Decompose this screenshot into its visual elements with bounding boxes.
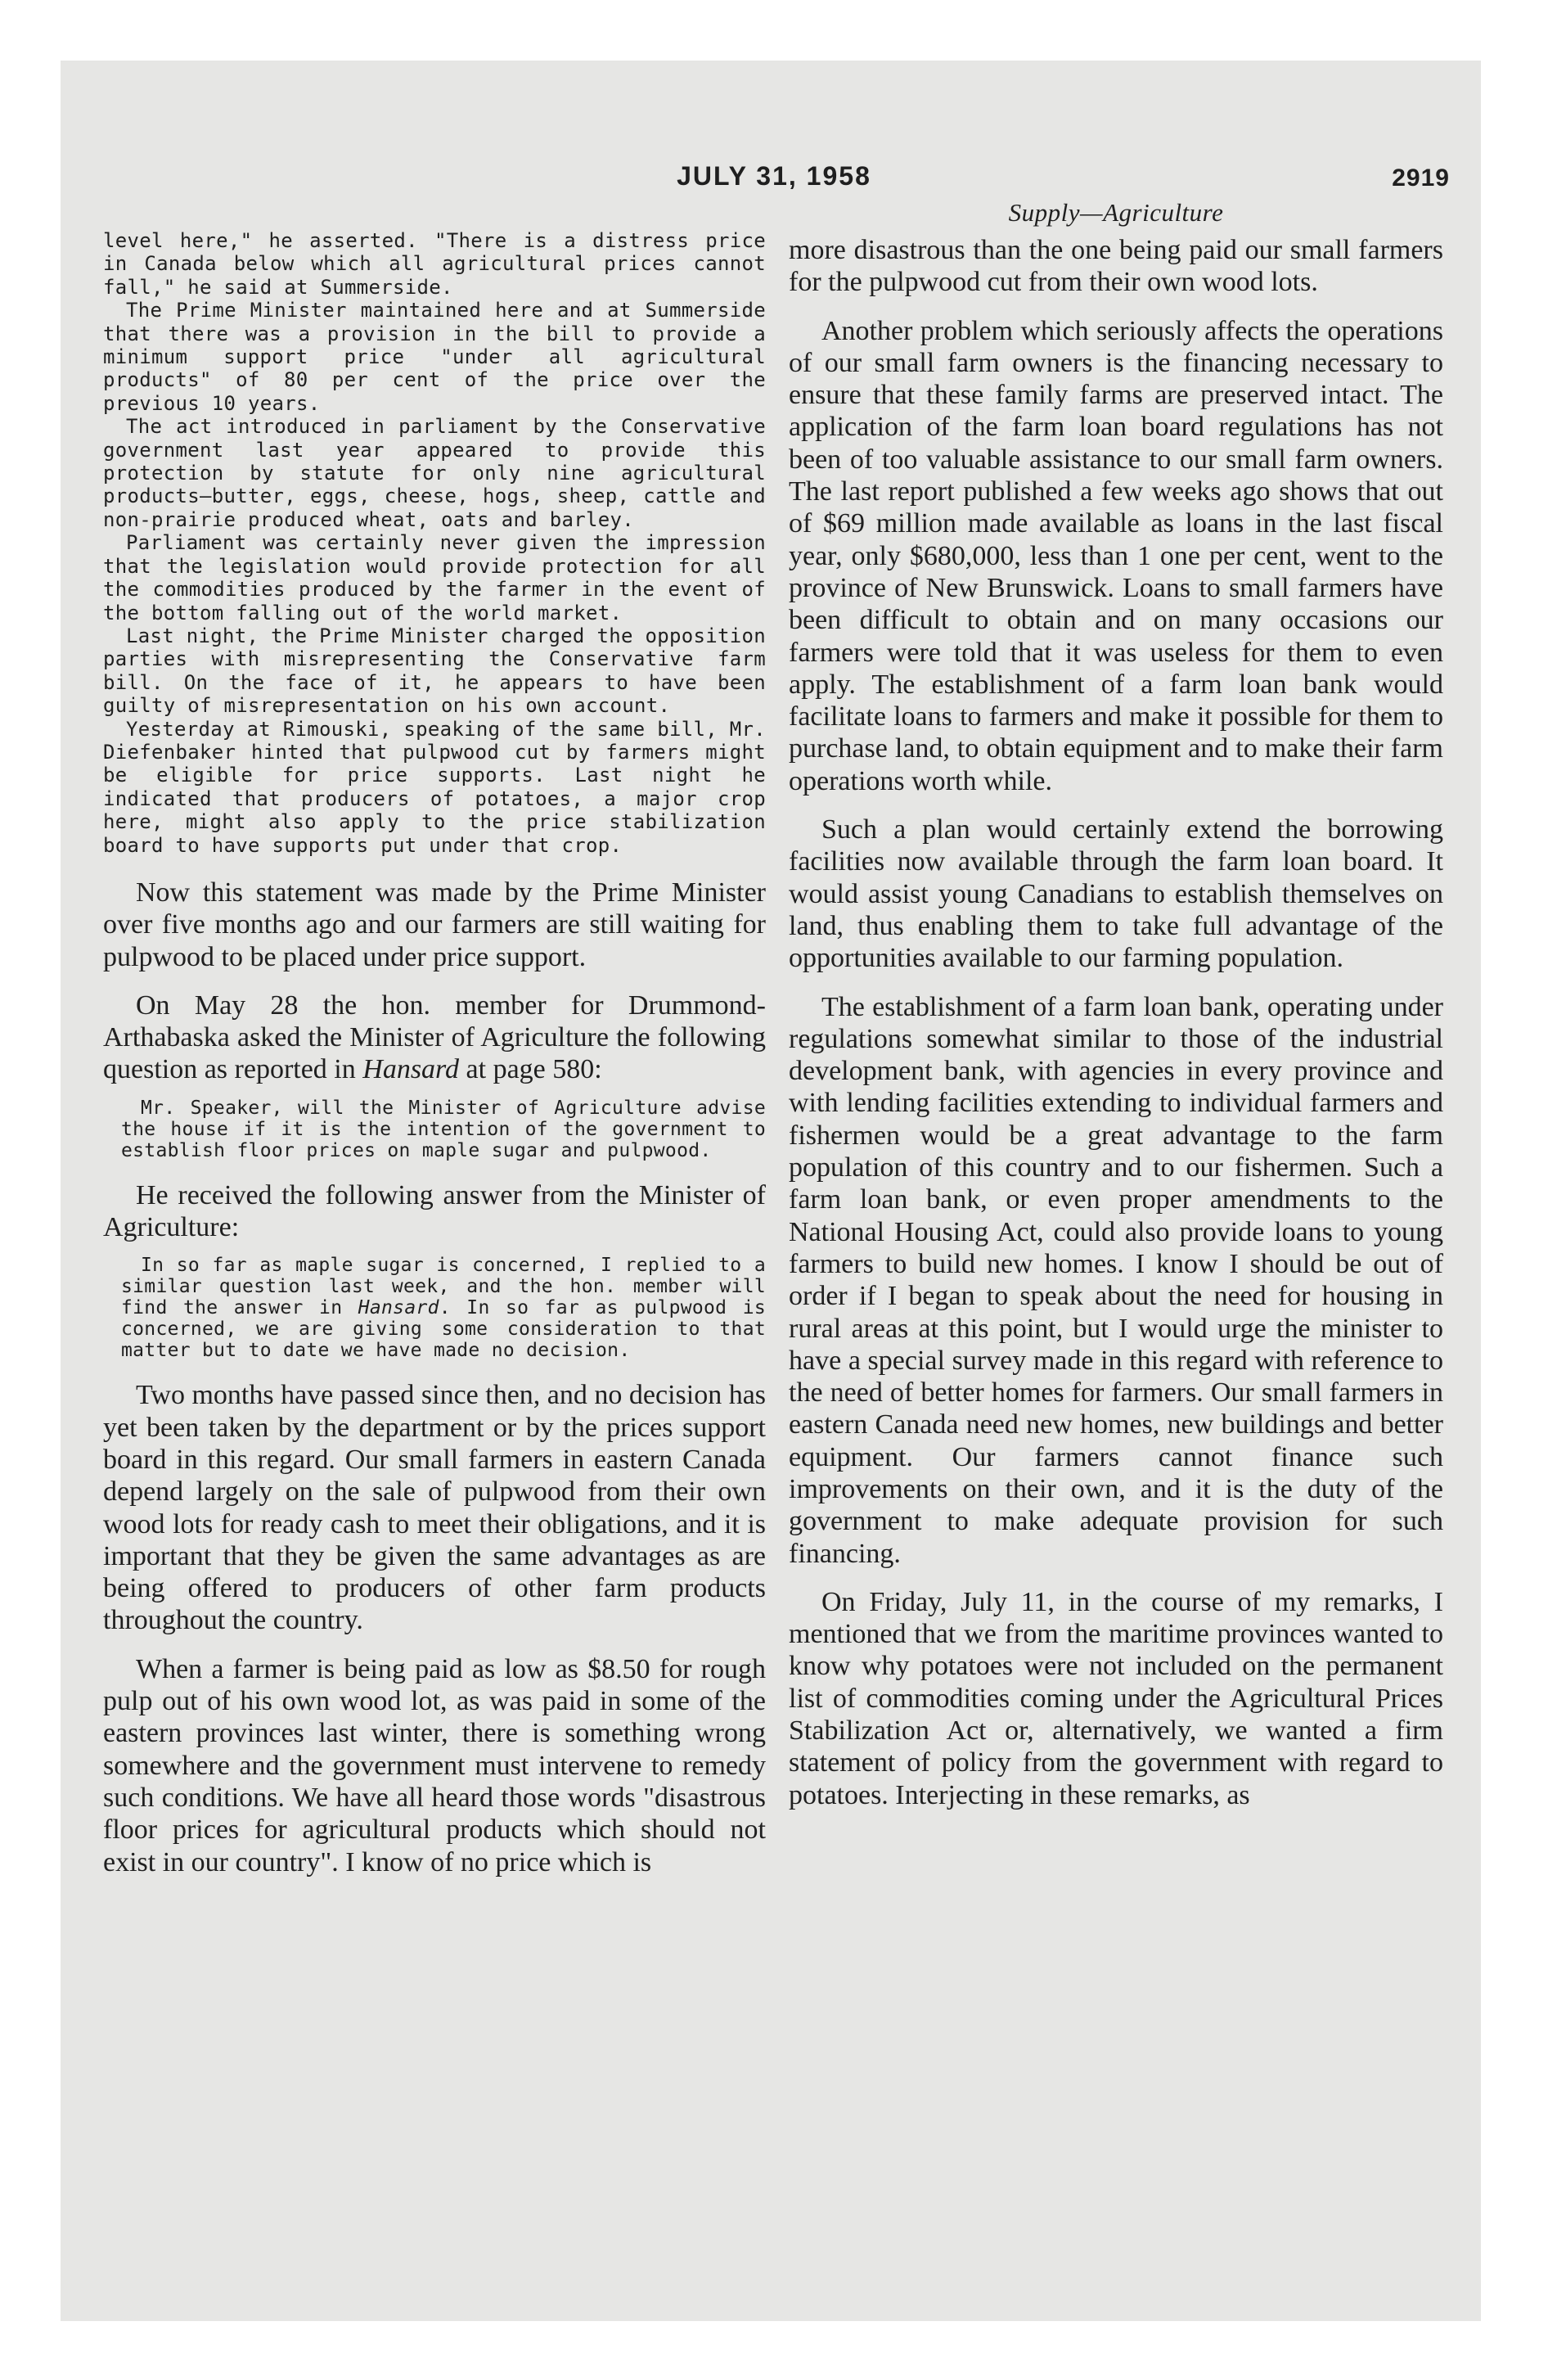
block-quote: Mr. Speaker, will the Minister of Agriculture advise the house if it is the intention of the government to establish floor prices on maple sugar and pulpwood. — [121, 1097, 766, 1161]
publication-name: Hansard — [358, 1297, 439, 1319]
body-paragraph: Now this statement was made by the Prime Minister over five months ago and our farmers are still waiting for pulpwood to be placed under price support. — [103, 877, 766, 972]
page-header — [98, 161, 1450, 202]
body-paragraph: Two months have passed since then, and no decision has yet been taken by the department or by the prices support board in this regard. Our small farmers in eastern Canada depend largely on the sale of pulpwood from their own wood lots for ready cash to meet their obligations, and it is important that they be given the same advantages as are being offered to producers of other farm products throughout the country. — [103, 1380, 767, 1636]
body-text-span: On May 28 the hon. member for Drummond-Arthabaska asked the Minister of Agriculture the following question as reported in — [103, 989, 766, 1085]
body-paragraph: Such a plan would certainly extend the borrowing facilities now available through the farm loan board. It would assist young Canadians to establish themselves on land, thus enabling them to take full advantage of the opportunities available to our farming population. — [789, 814, 1443, 974]
left-column — [103, 229, 766, 1878]
page-date: JULY 31, 1958 — [677, 161, 871, 191]
news-excerpt-paragraph: The Prime Minister maintained here and at Summerside that there was a provision in the bill to provide a minimum support price "under all agricultural products" of 80 per cent of the price over the previous 10 years. — [103, 299, 766, 415]
right-column — [789, 198, 1443, 1811]
body-paragraph: more disastrous than the one being paid our small farmers for the pulpwood cut from their own wood lots. — [789, 235, 1443, 298]
section-title: Supply—Agriculture — [1008, 198, 1224, 227]
news-excerpt-paragraph: level here," he asserted. "There is a distress price in Canada below which all agricultural prices cannot fall," he said at Summerside. — [103, 229, 766, 299]
news-excerpt-paragraph: Yesterday at Rimouski, speaking of the same bill, Mr. Diefenbaker hinted that pulpwood cut by farmers might be eligible for price supports. Last night he indicated that producers of potatoes, a major crop here, might also apply to the price stabilization board to have supports put under that crop. — [103, 717, 766, 857]
news-excerpt-paragraph: Parliament was certainly never given the impression that the legislation would provide protection for all the commodities produced by the farmer in the event of the bottom falling out of the world market. — [103, 531, 766, 624]
publication-name: Hansard — [362, 1054, 460, 1085]
body-paragraph — [103, 989, 766, 1086]
body-paragraph: The establishment of a farm loan bank, operating under regulations somewhat similar to those of the industrial development bank, with agencies in every province and with lending facilities extending to individual farmers and fishermen would be a great advantage to the farm population of this country and to our fishermen. Such a farm loan bank, or even proper amendments to the National Housing Act, could also provide loans to young farmers to build new homes. I know I should be out of order if I began to speak about the need for housing in rural areas at this point, but I would urge the minister to have a special survey made in this regard with reference to the need of better homes for farmers. Our small farmers in eastern Canada need new homes, new buildings and better equipment. Our farmers cannot finance such improvements on their own, and it is the duty of the government to make adequate provision for such financing. — [789, 991, 1443, 1569]
body-paragraph: On Friday, July 11, in the course of my remarks, I mentioned that we from the maritime provinces wanted to know why potatoes were not included on the permanent list of commodities coming under the Agricultural Prices Stabilization Act or, alternatively, we wanted a firm statement of policy from the government with regard to potatoes. Interjecting in these remarks, as — [789, 1586, 1443, 1810]
page-number: 2919 — [1392, 165, 1450, 192]
news-excerpt-paragraph: Last night, the Prime Minister charged the opposition parties with misrepresenting the Conservative farm bill. On the face of it, he appears to have been guilty of misrepresentation on his own account. — [103, 624, 766, 718]
quote-text-span: In so far as maple sugar is concerned, I replied to a similar question last week, and the hon. member will find the answer in — [121, 1255, 766, 1319]
news-excerpt-paragraph: The act introduced in parliament by the Conservative government last year appeared to provide this protection by statute for only nine agricultural products—butter, eggs, cheese, hogs, sheep, cattle and non-prairie produced wheat, oats and barley. — [103, 415, 766, 531]
body-paragraph: When a farmer is being paid as low as $8.50 for rough pulp out of his own wood lot, as was paid in some of the eastern provinces last winter, there is something wrong somewhere and the government must intervene to remedy such conditions. We have all heard those words "disastrous floor prices for agricultural products which should not exist in our country". I know of no price which is — [103, 1653, 766, 1877]
body-paragraph: He received the following answer from the Minister of Agriculture: — [103, 1179, 766, 1243]
body-paragraph: Another problem which seriously affects the operations of our small farm owners is the financing necessary to ensure that these family farms are preserved intact. The application of the farm loan board regulations has not been of too valuable assistance to our small farm owners. The last report published a few weeks ago shows that out of $69 million made available as loans in the last fiscal year, only $680,000, less than 1 one per cent, went to the province of New Brunswick. Loans to small farmers have been difficult to obtain and on many occasions our farmers were told that it was useless for them to even apply. The establishment of a farm loan bank would facilitate loans to farmers and make it possible for them to purchase land, to obtain equipment and to make their farm operations worth while. — [789, 315, 1443, 796]
body-text-span: at page 580: — [459, 1054, 602, 1085]
quote-text-span: . In so far as pulpwood is concerned, we are giving some consideration to that matter but to date we have made no decision. — [121, 1297, 766, 1362]
block-quote — [103, 1255, 766, 1361]
